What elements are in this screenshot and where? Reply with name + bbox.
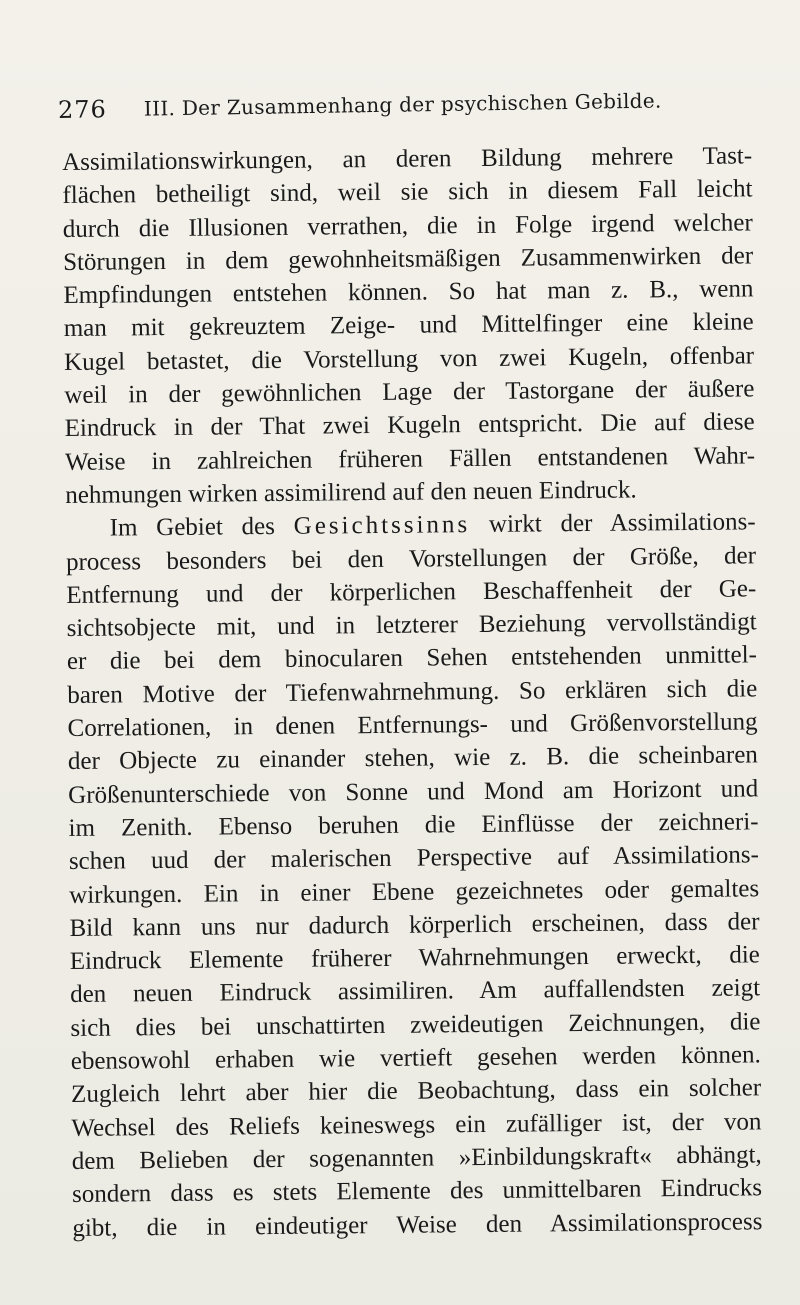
text-line: Zugleich lehrt aber hier die Beobachtung, dass ein solcher	[70, 1074, 762, 1109]
text-run: wirkt der Assimilations-	[470, 508, 756, 539]
paragraph	[66, 506, 763, 1245]
text-line: Größenunterschiede von Sonne und Mond am Horizont und	[68, 774, 759, 809]
text-line: Entfernung und der körperlichen Beschaffenheit der Ge-	[66, 575, 757, 609]
text-line: schen uud der malerischen Perspective auf Assimilations-	[68, 841, 759, 876]
text-line: Assimilationswirkungen, an deren Bildung mehrere Tast-	[62, 142, 753, 176]
text-line: den neuen Eindruck assimiliren. Am auffallendsten zeigt	[70, 974, 761, 1009]
text-line: Correlationen, in denen Entfernungs- und Größenvorstellung	[67, 708, 758, 743]
text-line: Wechsel des Reliefs keineswegs ein zufälliger ist, der von	[71, 1107, 762, 1142]
text-line: man mit gekreuztem Zeige- und Mittelfinger eine kleine	[63, 308, 754, 343]
text-line: ebensowohl erhaben wie vertieft gesehen werden können.	[70, 1041, 761, 1075]
text-line: durch die Illusionen verrathen, die in Folge irgend welcher	[62, 208, 753, 243]
text-line: weil in der gewöhnlichen Lage der Tastorgane der äußere	[64, 375, 755, 410]
text-line: Eindruck Elemente früherer Wahrnehmungen erweckt, die	[69, 941, 760, 976]
text-line: flächen betheiligt sind, weil sie sich in diesem Fall leicht	[62, 175, 753, 210]
text-line: nehmungen wirken assimilirend auf den neuen Eindruck.	[65, 476, 637, 509]
text-line: Weise in zahlreichen früheren Fällen entstandenen Wahr-	[64, 442, 756, 476]
page-number: 276	[57, 95, 107, 124]
text-line: der Objecte zu einander stehen, wie z. B. die scheinbaren	[67, 741, 759, 776]
text-line: im Zenith. Ebenso beruhen die Einflüsse der zeichneri-	[68, 808, 759, 842]
text-line: Bild kann uns nur dadurch körperlich erscheinen, dass der	[69, 908, 760, 942]
text-run: Im Gebiet des	[109, 513, 294, 542]
running-head: III. Der Zusammenhang der psychischen Gebilde.	[143, 88, 662, 121]
text-line: er die bei dem binocularen Sehen entstehenden unmittel-	[66, 641, 758, 676]
text-line: sich dies bei unschattirten zweideutigen Zeichnungen, die	[70, 1008, 761, 1042]
text-line: dem Belieben der sogenannten »Einbildungskraft« abhängt,	[71, 1141, 762, 1175]
text-line: sondern dass es stets Elemente des unmittelbaren Eindrucks	[71, 1174, 763, 1209]
paragraph	[62, 139, 755, 512]
text-line: Störungen in dem gewohnheitsmäßigen Zusammenwirken der	[62, 242, 754, 276]
body-text	[62, 139, 763, 1244]
text-line: gibt, die in eindeutiger Weise den Assimilationsprocess	[72, 1207, 763, 1242]
text-line: Empfindungen entstehen können. So hat man z. B., wenn	[63, 275, 754, 310]
text-line: wirkungen. Ein in einer Ebene gezeichnetes oder gemaltes	[69, 874, 760, 909]
page-header	[58, 85, 758, 130]
text-line: baren Motive der Tiefenwahrnehmung. So erklären sich die	[67, 675, 758, 709]
text-line: Eindruck in der That zwei Kugeln entspricht. Die auf diese	[64, 408, 755, 443]
emphasized-term: Gesichtssinns	[293, 511, 471, 541]
text-line: process besonders bei den Vorstellungen der Größe, der	[65, 541, 757, 576]
text-line: sichtsobjecte mit, und in letzterer Beziehung vervollständigt	[66, 608, 757, 643]
text-line: Kugel betastet, die Vorstellung von zwei Kugeln, offenbar	[63, 342, 755, 376]
